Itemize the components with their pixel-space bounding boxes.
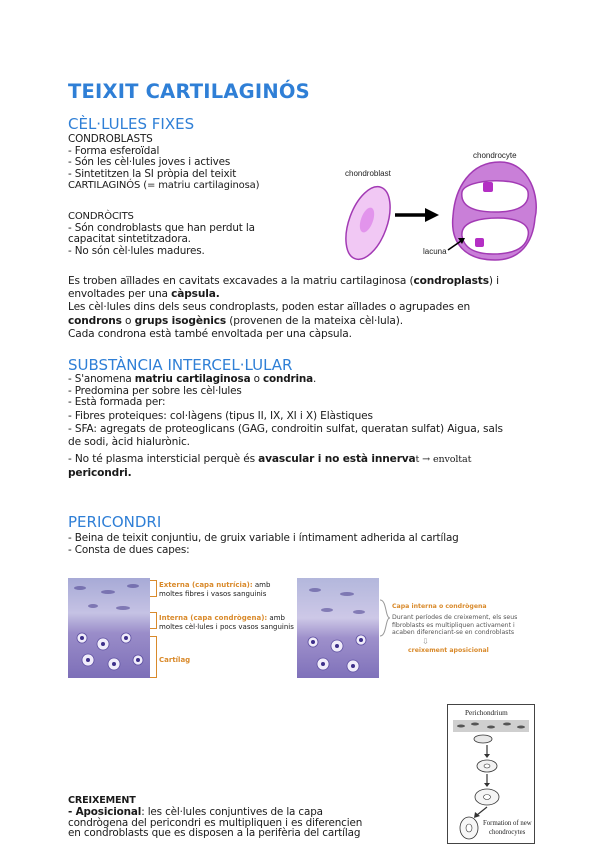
chondroblasts-block <box>68 134 259 192</box>
text-run: Es troben aïllades en cavitats excavades a la matriu cartilaginosa ( <box>68 275 414 287</box>
substance-line: - Predomina per sobre les cèl·lules <box>68 384 242 397</box>
inner-layer-bracket <box>150 612 157 629</box>
text-run-bold: grups isogènics <box>134 314 227 327</box>
text-run-bold: matriu cartilaginosa <box>134 373 251 385</box>
perichondrium-line: - Beina de teixit conjuntiu, de gruix variable i íntimament adherida al cartílag <box>68 532 459 544</box>
cartilage-caption <box>159 656 190 665</box>
text-run: : les cèl·lules conjuntives de la capa <box>141 805 323 818</box>
caption-title: Interna (capa condrògena): <box>159 614 268 622</box>
chondrocytes-line: - Són condroblasts que han perdut la <box>68 221 255 234</box>
outer-layer-caption <box>159 581 299 598</box>
paragraph-line <box>68 288 499 301</box>
chondroblast-label: chondroblast <box>345 169 391 178</box>
caption-line <box>159 614 299 623</box>
substance-line <box>68 374 316 386</box>
down-arrow-icon: ⇩ <box>422 637 429 647</box>
caption-line <box>159 581 299 590</box>
text-run-bold: condrons <box>68 314 122 327</box>
chondrocytes-line: capacitat sintetitzadora. <box>68 233 191 246</box>
inner-layer-caption <box>159 614 299 631</box>
text-run: - S'anomena <box>68 373 135 385</box>
caption-text: amb <box>267 614 285 622</box>
section-heading-perichondrium: PERICONDRI <box>68 513 162 531</box>
text-run: ) i <box>488 275 499 287</box>
substance-line: - Està formada per: <box>68 396 166 409</box>
growth-line: condrògena del pericondri es multipliquen i es diferencien <box>68 816 363 829</box>
substance-line <box>68 453 503 466</box>
text-run-bold: condroplasts <box>413 275 489 287</box>
text-run-bold: condrina <box>262 373 313 385</box>
caption-line: Durant períodes de creixement, els seus <box>392 613 518 621</box>
chondroblasts-line: - Forma esferoïdal <box>68 144 160 157</box>
substance-line: - Fibres proteiques: col·làgens (tipus II, IX, XI i X) Elàstiques <box>68 410 373 422</box>
chondrocytes-block <box>68 211 255 257</box>
caption-text: amb <box>252 581 271 589</box>
chondroblasts-title: CONDROBLASTS <box>68 133 153 145</box>
lacuna-label: lacuna <box>423 247 447 256</box>
cartilage-bracket <box>150 636 157 678</box>
text-run: - No té plasma intersticial perquè és <box>68 452 259 465</box>
text-run: . <box>312 373 317 385</box>
schematic-caption-line: chondrocytes <box>489 829 526 836</box>
histology-image <box>68 578 150 678</box>
caption-line: creixement aposicional <box>408 647 489 655</box>
perichondrium-line: - Consta de dues capes: <box>68 543 190 556</box>
outer-layer-bracket <box>150 580 157 597</box>
substance-line: de sodi, àcid hialurònic. <box>68 436 190 449</box>
text-run-bold: avascular i no està innerva <box>258 452 416 465</box>
schematic-caption-line: Formation of new <box>483 820 532 827</box>
text-run: envoltades per una <box>68 288 172 301</box>
text-run: o <box>250 373 263 385</box>
growth-block <box>68 796 362 839</box>
histology-figure-2 <box>297 578 522 678</box>
text-run-bold: pericondri. <box>68 466 132 479</box>
chondrocyte-group <box>453 162 537 260</box>
bracket-icon <box>379 598 391 638</box>
growth-title: CREIXEMENT <box>68 795 136 806</box>
page-title: TEIXIT CARTILAGINÓS <box>68 80 310 103</box>
text-run: t → envoltat <box>415 453 472 465</box>
histology-figure-1 <box>68 578 294 678</box>
growth-line: en condroblasts que es disposen a la perifèria del cartílag <box>68 827 361 840</box>
chondrogenic-layer-caption <box>392 603 522 655</box>
growth-line <box>68 807 362 818</box>
caption-title: Externa (capa nutrícia): <box>159 581 253 589</box>
text-run: (provenen de la mateixa cèl·lula). <box>226 314 403 327</box>
caption-line: moltes fibres i vasos sanguinis <box>159 589 267 598</box>
paragraph-line: Les cèl·lules dins dels seus condroplasts, poden estar aïllades o agrupades en <box>68 301 471 314</box>
caption-line: moltes cèl·lules i pocs vasos sanguinis <box>159 622 294 631</box>
paragraph-line <box>68 275 499 288</box>
perichondrium-schematic <box>447 704 535 844</box>
chondrocyte-label: chondrocyte <box>473 151 517 160</box>
chondroblasts-line: - Són les cèl·lules joves i actives <box>68 156 231 169</box>
substance-line <box>68 467 503 480</box>
paragraph-line <box>68 315 499 328</box>
section-heading-cells: CÈL·LULES FIXES <box>68 115 195 133</box>
text-run-bold: càpsula. <box>171 288 220 301</box>
arrow-icon <box>395 208 439 222</box>
substance-block-2 <box>68 410 503 480</box>
histology-image <box>297 578 379 678</box>
paragraph-line: Cada condrona està també envoltada per una càpsula. <box>68 327 352 340</box>
caption-line: fibroblasts es multipliquen activament i <box>392 621 515 629</box>
chondrocytes-line: - No són cèl·lules madures. <box>68 244 205 257</box>
schematic-title: Perichondrium <box>465 709 508 717</box>
perichondrium-block <box>68 533 459 556</box>
cells-paragraph <box>68 275 499 341</box>
caption-line: acaben diferenciant-se en condroblasts <box>392 629 515 637</box>
caption-title: Capa interna o condrògena <box>392 603 487 610</box>
substance-block <box>68 374 316 409</box>
caption-title: Cartílag <box>159 656 191 664</box>
chondroblasts-line: CARTILAGINÓS (= matriu cartilaginosa) <box>68 180 260 192</box>
text-run-bold: - Aposicional <box>68 805 142 818</box>
chondroblast-cell <box>337 181 399 263</box>
text-run: o <box>121 314 135 327</box>
section-heading-substance: SUBSTÀNCIA INTERCEL·LULAR <box>68 356 293 374</box>
substance-line: - SFA: agregats de proteoglicans (GAG, condroitin sulfat, queratan sulfat) Aigua, sals <box>68 423 503 436</box>
chondrocyte-figure <box>335 148 540 263</box>
chondrocytes-title: CONDRÒCITS <box>68 211 134 222</box>
chondroblasts-line: - Sintetitzen la SI pròpia del teixit <box>68 167 237 180</box>
